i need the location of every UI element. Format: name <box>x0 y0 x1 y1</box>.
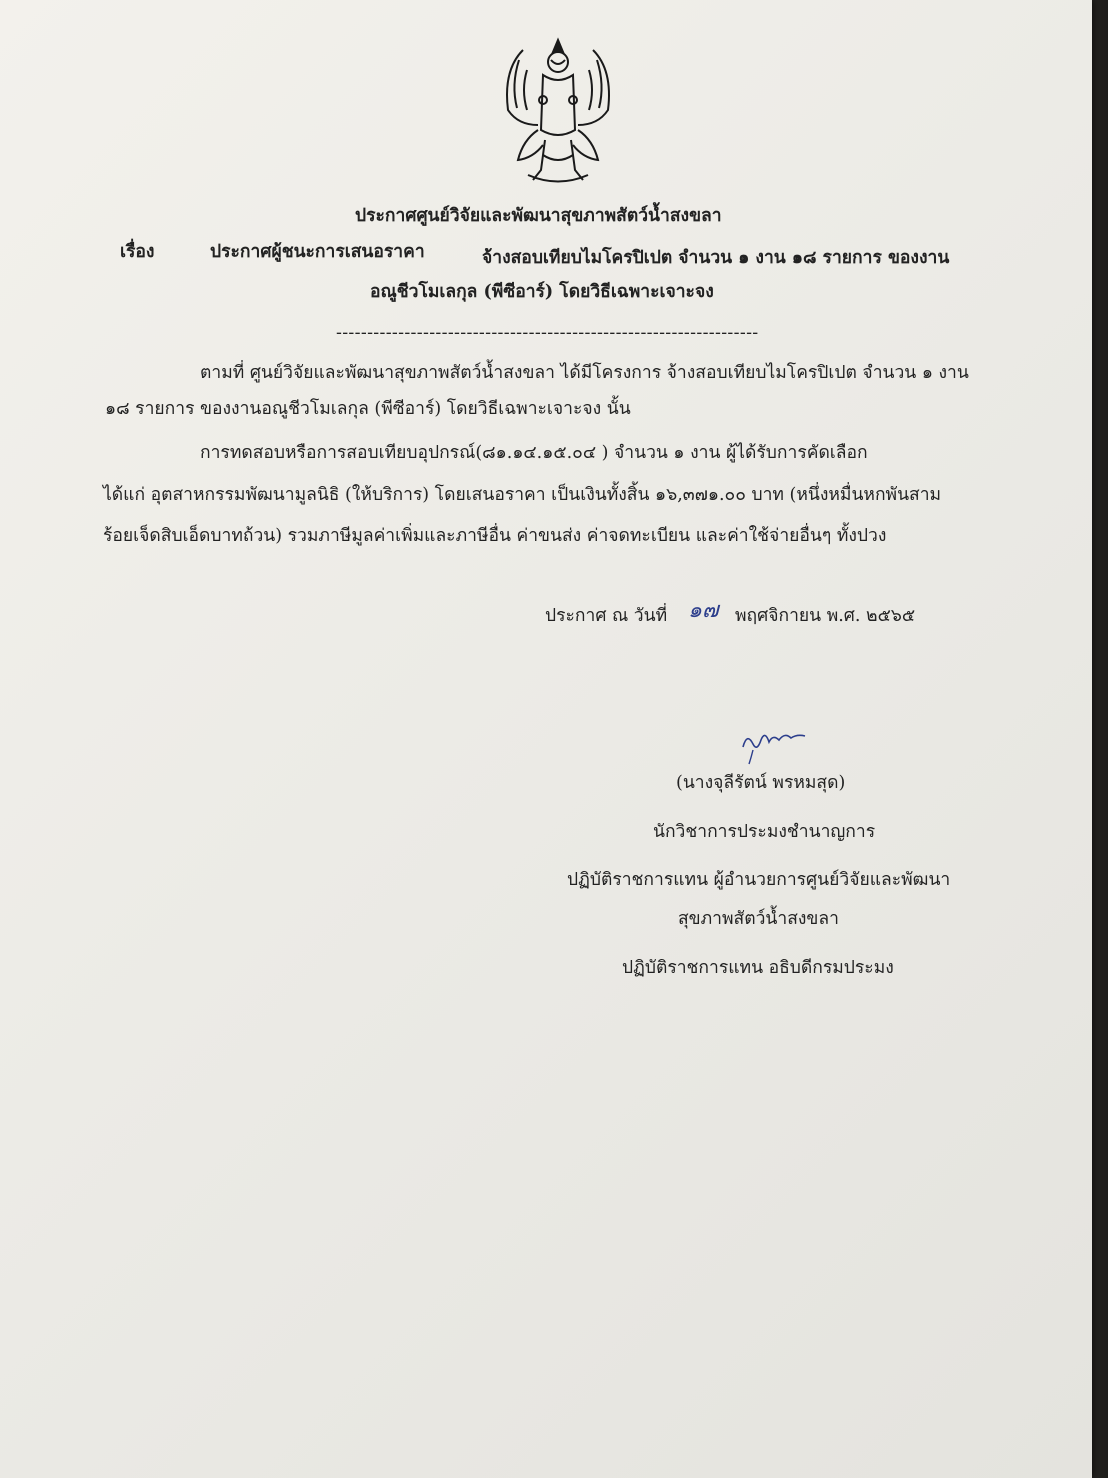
subject-text-b: จ้างสอบเทียบไมโครปิเปต จำนวน ๑ งาน ๑๘ รายการ ของงาน <box>482 248 950 268</box>
paragraph-2-line-2: ได้แก่ อุตสาหกรรมพัฒนามูลนิธิ (ให้บริการ) โดยเสนอราคา เป็นเงินทั้งสิ้น ๑๖,๓๗๑.๐๐ บาท (หนึ่งหมื่นหกพันสาม <box>103 485 942 505</box>
paragraph-1-line-2: ๑๘ รายการ ของงานอณูชีวโมเลกุล (พีซีอาร์) โดยวิธีเฉพาะเจาะจง นั้น <box>105 399 631 419</box>
signature-image <box>735 722 815 767</box>
acting-line-3: ปฏิบัติราชการแทน อธิบดีกรมประมง <box>622 958 894 978</box>
garuda-emblem-icon <box>483 30 633 190</box>
document-title: ประกาศศูนย์วิจัยและพัฒนาสุขภาพสัตว์น้ำสงขลา <box>355 206 722 226</box>
paragraph-1-line-1: ตามที่ ศูนย์วิจัยและพัฒนาสุขภาพสัตว์น้ำสงขลา ได้มีโครงการ จ้างสอบเทียบไมโครปิเปต จำนวน ๑ งาน <box>200 363 969 383</box>
subject-label: เรื่อง <box>120 242 155 262</box>
signatory-name: (นางจุลีรัตน์ พรหมสุด) <box>676 773 846 793</box>
date-suffix: พฤศจิกายน พ.ศ. ๒๕๖๕ <box>735 606 916 626</box>
paragraph-2-line-1: การทดสอบหรือการสอบเทียบอุปกรณ์(๘๑.๑๔.๑๕.๐๔ ) จำนวน ๑ งาน ผู้ได้รับการคัดเลือก <box>200 443 868 463</box>
paragraph-2-line-3: ร้อยเจ็ดสิบเอ็ดบาทถ้วน) รวมภาษีมูลค่าเพิ่มและภาษีอื่น ค่าขนส่ง ค่าจดทะเบียน และค่าใช้จ่ายอื่นๆ ทั้งปวง <box>103 526 887 546</box>
date-day-handwritten: ๑๗ <box>688 598 719 623</box>
date-prefix: ประกาศ ณ วันที่ <box>545 606 668 626</box>
subject-text-line2: อณูชีวโมเลกุล (พีซีอาร์) โดยวิธีเฉพาะเจาะจง <box>370 282 714 302</box>
acting-line-1: ปฏิบัติราชการแทน ผู้อำนวยการศูนย์วิจัยและพัฒนา <box>567 870 951 890</box>
signatory-position: นักวิชาการประมงชำนาญการ <box>653 822 876 842</box>
divider-line: -------------------------------------------------------------------- <box>336 323 759 343</box>
subject-text-a: ประกาศผู้ชนะการเสนอราคา <box>210 242 425 262</box>
acting-line-2: สุขภาพสัตว์น้ำสงขลา <box>678 909 839 929</box>
